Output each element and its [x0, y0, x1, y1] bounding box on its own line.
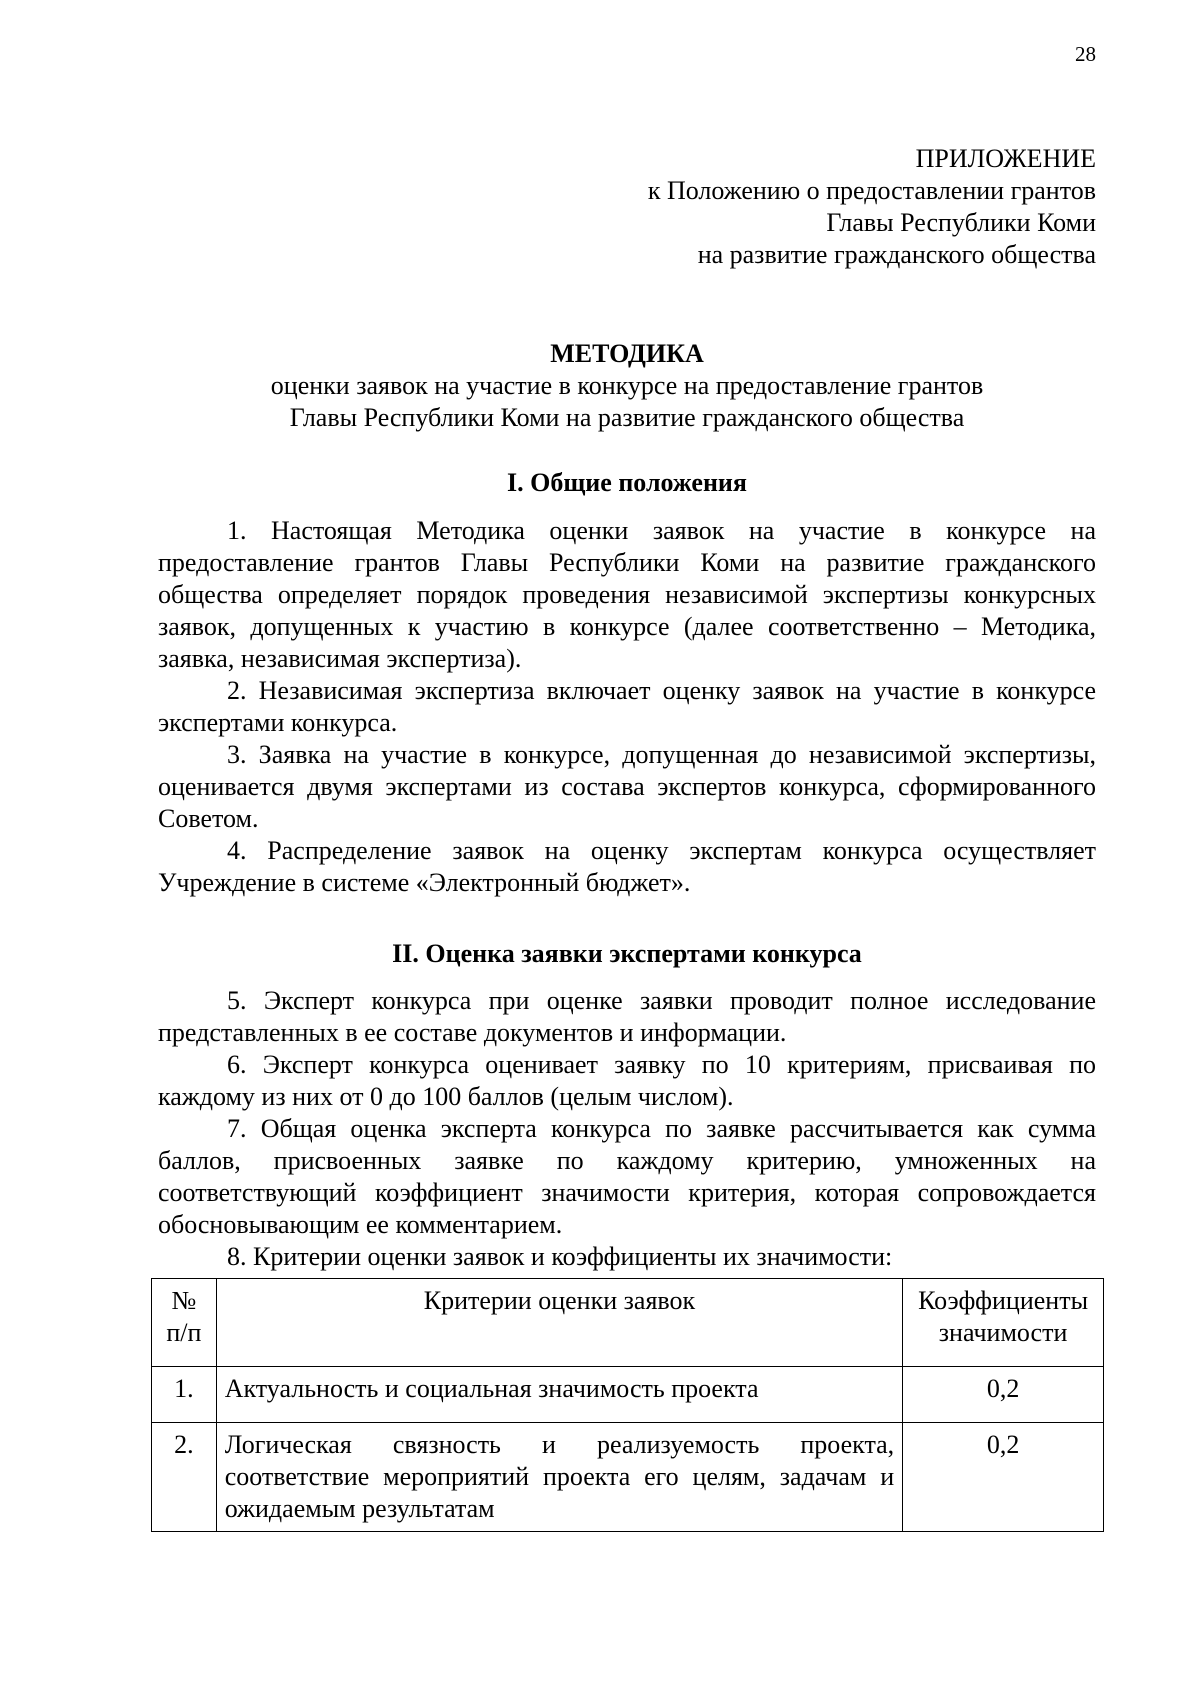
paragraph: 6. Эксперт конкурса оценивает заявку по 10 критериям, присваивая по каждому из них от 0 до 100 баллов (целым числом). — [158, 1050, 1096, 1111]
section-body — [158, 985, 1096, 1273]
section-body — [158, 515, 1096, 899]
appendix-line: Главы Республики Коми — [826, 208, 1096, 237]
document-title: МЕТОДИКА — [550, 339, 704, 368]
table-row — [152, 1367, 1104, 1423]
paragraph: 2. Независимая экспертиза включает оценку заявок на участие в конкурсе экспертами конкурса. — [158, 676, 1096, 737]
section-heading: II. Оценка заявки экспертами конкурса — [392, 939, 862, 968]
criteria-table — [151, 1278, 1104, 1532]
paragraph: 8. Критерии оценки заявок и коэффициенты их значимости: — [227, 1242, 893, 1271]
document-subtitle: оценки заявок на участие в конкурсе на предоставление грантов — [270, 371, 984, 400]
header-cell-criteria: Критерии оценки заявок — [216, 1279, 902, 1367]
row-coefficient: 0,2 — [903, 1423, 1104, 1532]
appendix-title: ПРИЛОЖЕНИЕ — [915, 144, 1096, 173]
appendix-line: к Положению о предоставлении грантов — [647, 176, 1096, 205]
header-text: № — [171, 1286, 197, 1315]
header-text: п/п — [166, 1318, 202, 1347]
paragraph: 3. Заявка на участие в конкурсе, допущенная до независимой экспертизы, оценивается двумя экспертами из состава экспертов конкурса, сформированного Советом. — [158, 740, 1096, 833]
paragraph: 7. Общая оценка эксперта конкурса по заявке рассчитывается как сумма баллов, присвоенных заявке по каждому критерию, умноженных на соответствующий коэффициент значимости критерия, которая сопровождается обосновывающим ее комментарием. — [158, 1114, 1096, 1239]
row-number: 2. — [152, 1423, 217, 1532]
paragraph: 5. Эксперт конкурса при оценке заявки проводит полное исследование представленных в ее составе документов и информации. — [158, 986, 1096, 1047]
document-subtitle: Главы Республики Коми на развитие гражданского общества — [289, 403, 965, 432]
header-text: Коэффициенты — [918, 1286, 1089, 1315]
appendix-line: на развитие гражданского общества — [697, 240, 1096, 269]
appendix-block — [648, 143, 1096, 271]
paragraph: 1. Настоящая Методика оценки заявок на участие в конкурсе на предоставление грантов Главы Республики Коми на развитие гражданского общества определяет порядок проведения независимой экспертизы конкурсных заявок, допущенных к участию в конкурсе (далее соответственно – Методика, заявка, независимая экспертиза). — [158, 516, 1096, 673]
page-number: 28 — [1075, 42, 1096, 66]
header-text: значимости — [938, 1318, 1068, 1347]
paragraph: 4. Распределение заявок на оценку экспертам конкурса осуществляет Учреждение в системе «Электронный бюджет». — [158, 836, 1096, 897]
row-number: 1. — [152, 1367, 217, 1423]
row-criteria: Логическая связность и реализуемость проекта, соответствие мероприятий проекта его целям, задачам и ожидаемым результатам — [216, 1423, 902, 1532]
row-coefficient: 0,2 — [903, 1367, 1104, 1423]
header-cell-number — [152, 1279, 217, 1367]
header-cell-coefficient — [903, 1279, 1104, 1367]
table-row — [152, 1423, 1104, 1532]
table-header-row — [152, 1279, 1104, 1367]
row-criteria: Актуальность и социальная значимость проекта — [216, 1367, 902, 1423]
section-heading: I. Общие положения — [507, 468, 747, 497]
document-title-block — [158, 338, 1096, 434]
